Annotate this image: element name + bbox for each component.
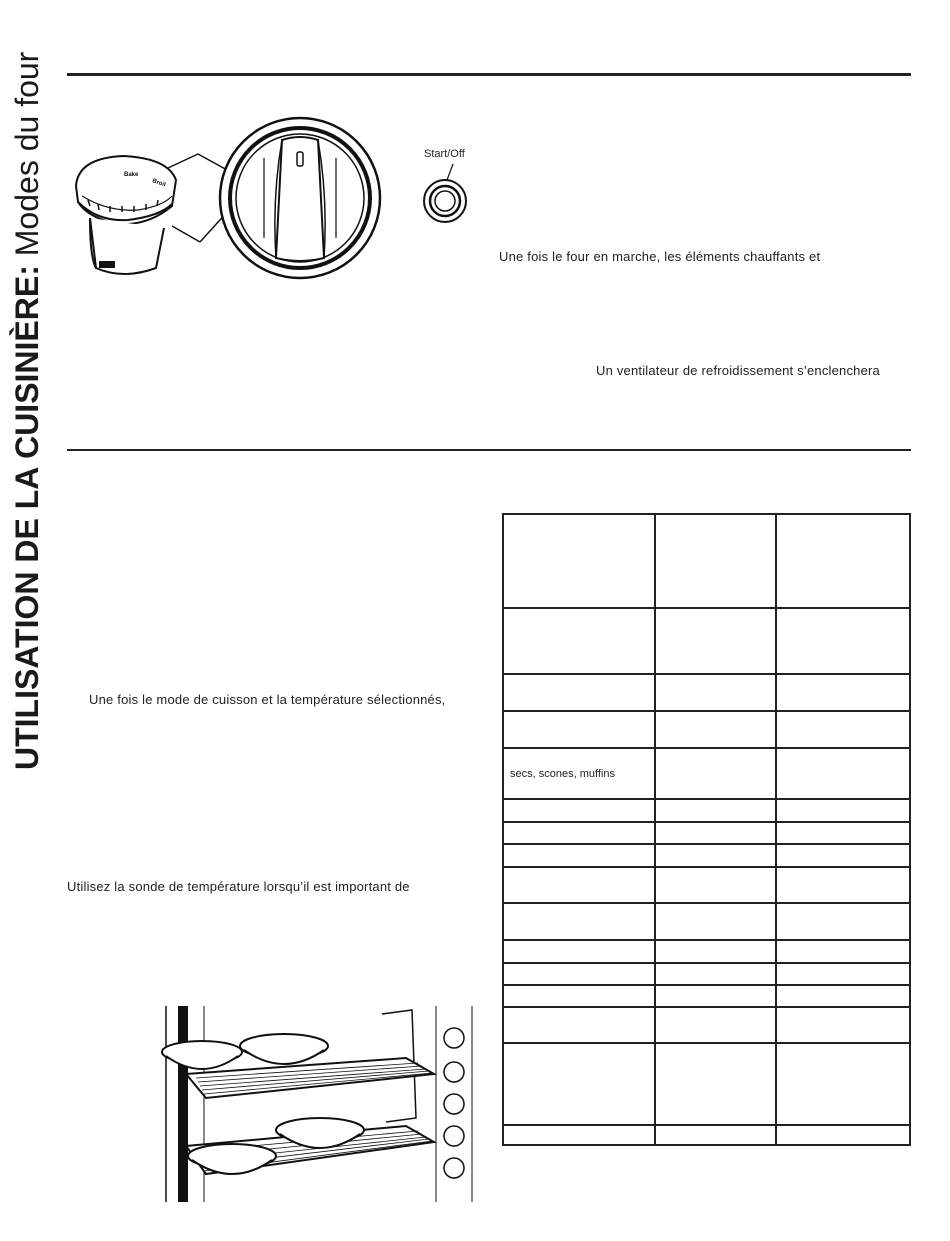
side-title-bold: UTILISATION DE LA CUISINIÈRE:: [9, 265, 45, 770]
table-row-line: [502, 1042, 911, 1044]
table-row-line: [502, 939, 911, 941]
oven-on-text: Une fois le four en marche, les éléments chauffants et: [499, 249, 821, 264]
start-off-button-icon: [422, 162, 472, 242]
mid-rule: [67, 449, 911, 451]
side-title-regular: Modes du four: [9, 51, 45, 266]
table-row-line: [502, 798, 911, 800]
table-row-line: [502, 710, 911, 712]
knob-label-bake: Bake: [124, 172, 139, 178]
top-rule: [67, 73, 911, 76]
table-row-line: [502, 984, 911, 986]
probe-text: Utilisez la sonde de température lorsqu’il est important de: [67, 879, 410, 894]
table-row-line: [502, 1006, 911, 1008]
start-off-label: Start/Off: [424, 148, 465, 160]
table-row-line: [502, 747, 911, 749]
knob-front-view-icon: [220, 118, 380, 278]
cooling-fan-text: Un ventilateur de refroidissement s’enclenchera: [596, 363, 880, 378]
table-row-line: [502, 902, 911, 904]
page-side-title: [9, 52, 45, 770]
oven-knob-illustration: [68, 118, 388, 298]
table-row-line: [502, 821, 911, 823]
mode-selected-text: Une fois le mode de cuisson et la température sélectionnés,: [89, 692, 446, 707]
table-row-line: [502, 607, 911, 609]
table-row-line: [502, 843, 911, 845]
table-cell-secs: secs, scones, muffins: [510, 768, 615, 780]
oven-rack-illustration: [166, 1006, 478, 1202]
table-row-line: [502, 673, 911, 675]
knob-label-broil: Broil: [151, 178, 167, 189]
table-row-line: [502, 513, 911, 515]
cooking-mode-table: [502, 513, 911, 1146]
table-row-line: [502, 1124, 911, 1126]
table-row-line: [502, 1144, 911, 1146]
table-row-line: [502, 866, 911, 868]
table-row-line: [502, 962, 911, 964]
